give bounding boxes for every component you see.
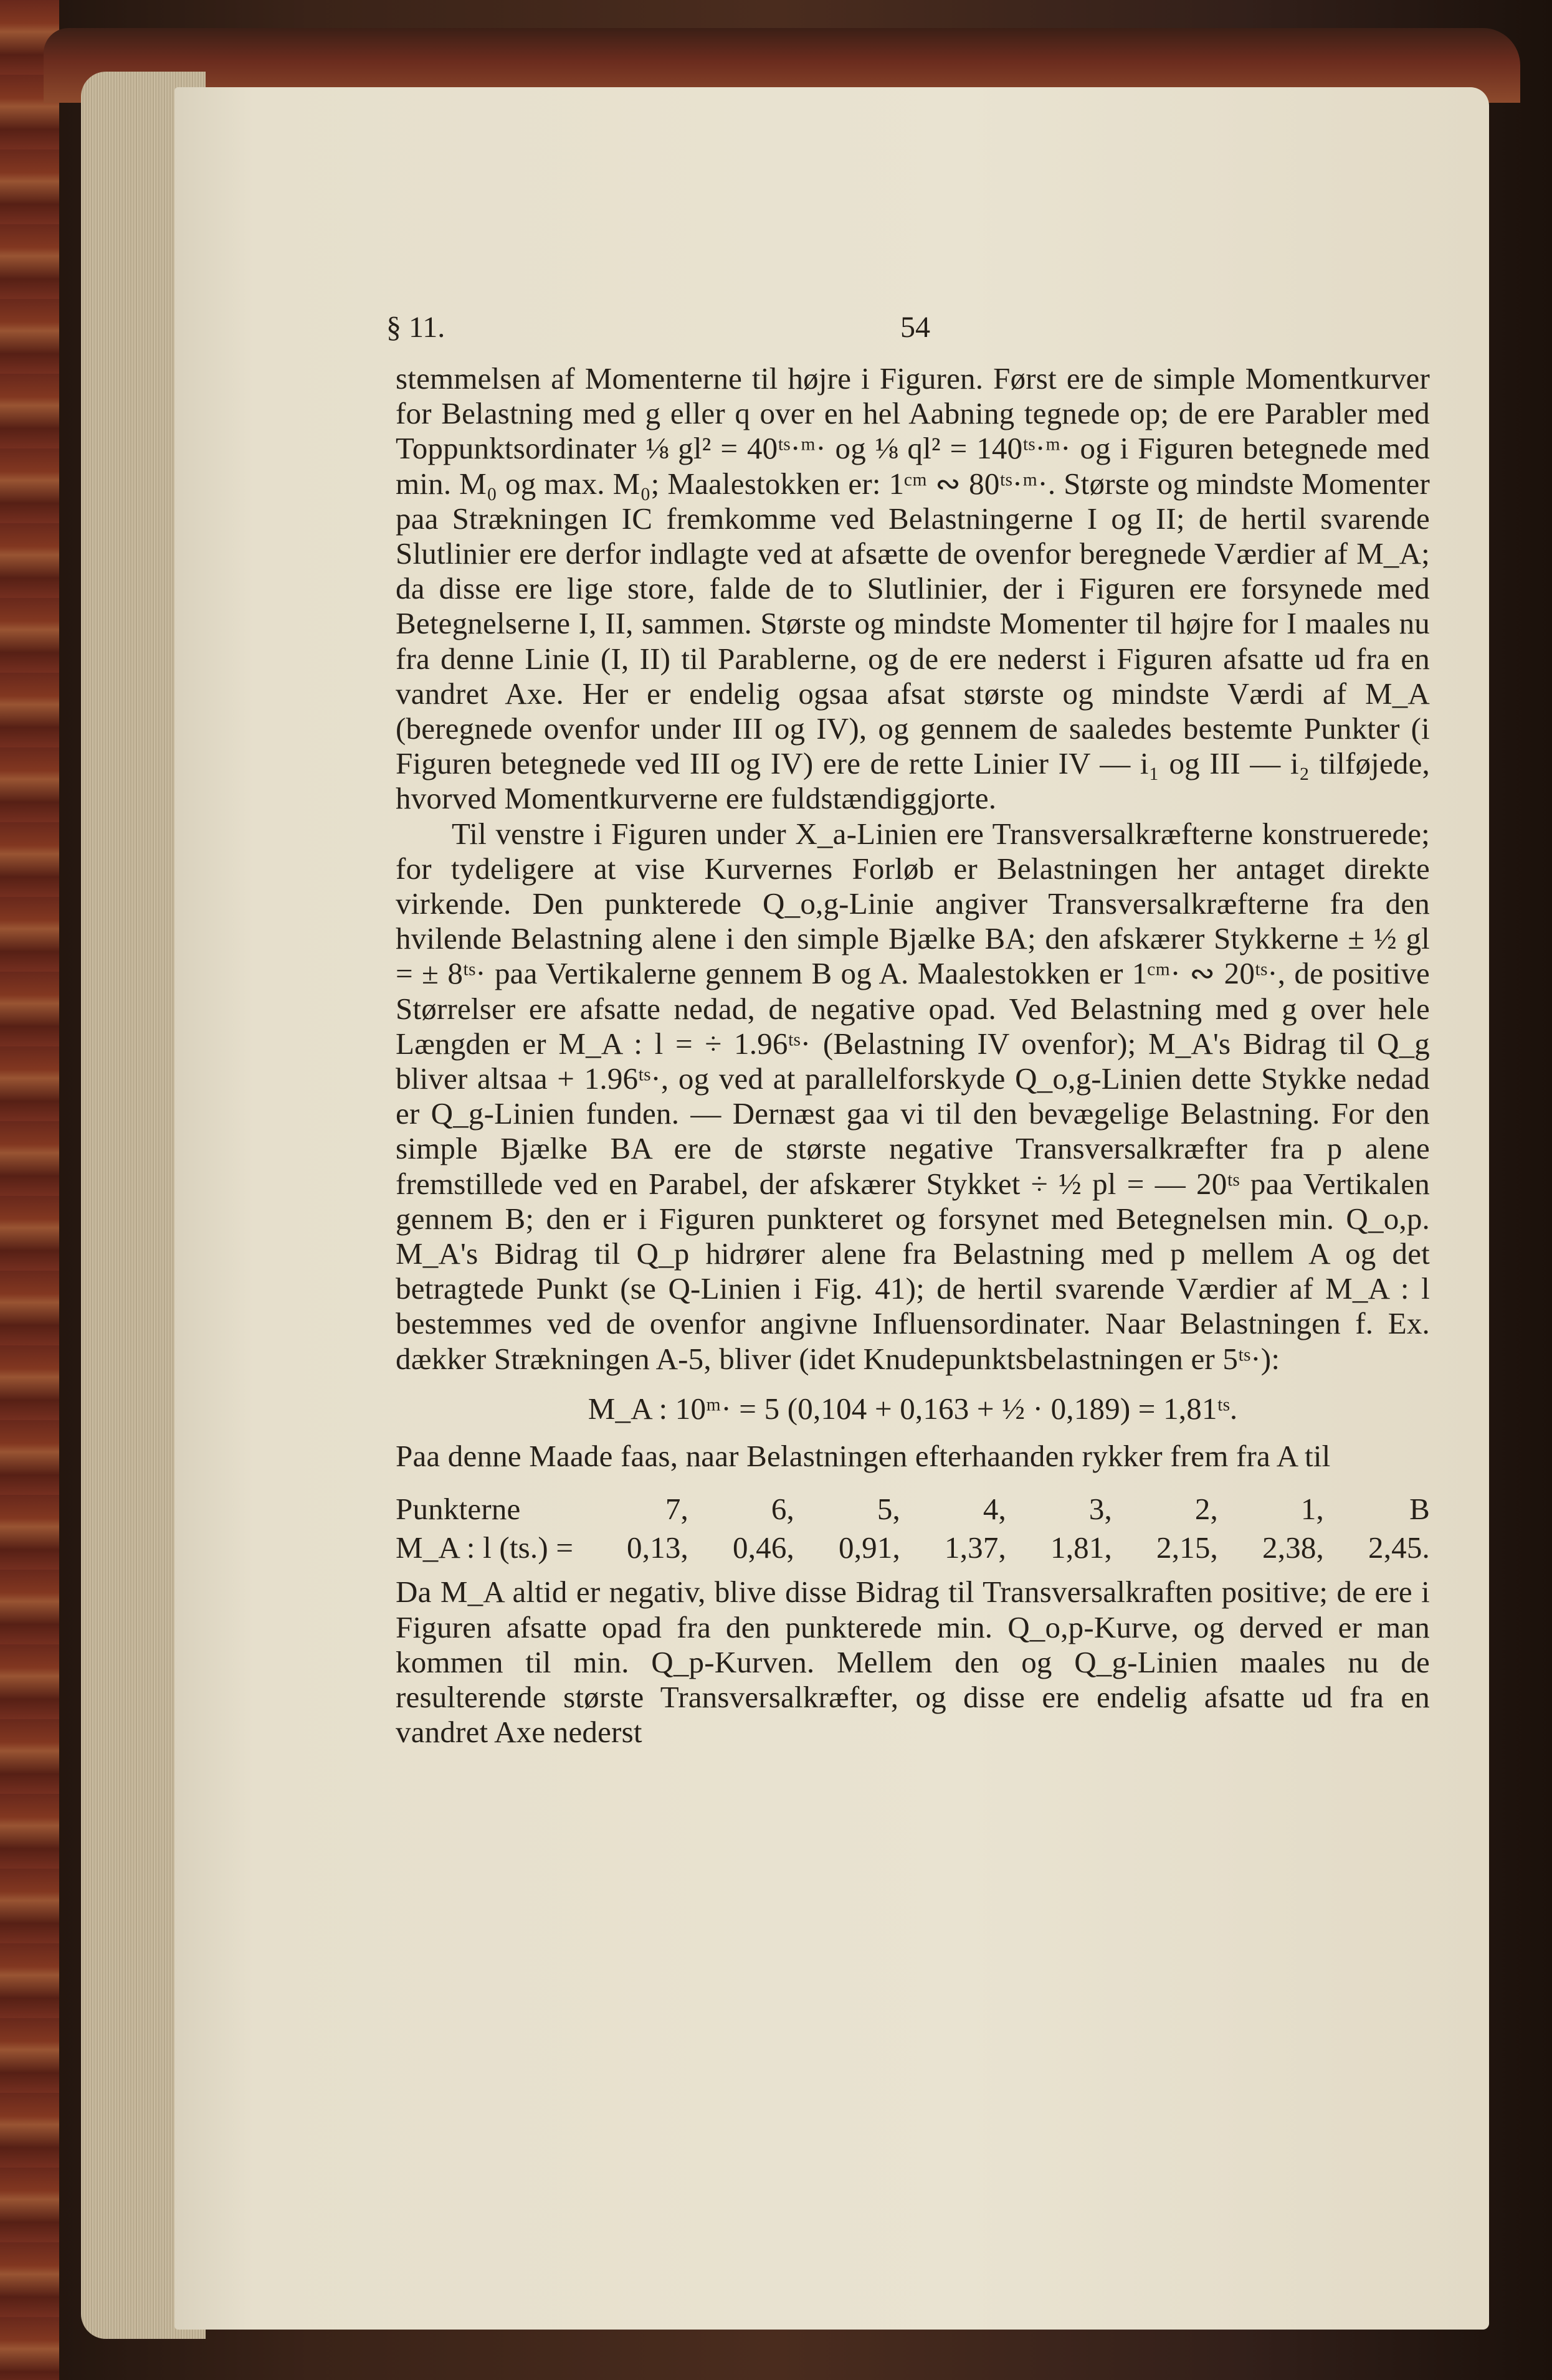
table-cell: 1, xyxy=(1300,1492,1324,1527)
paragraph-2: Til venstre i Figuren under X_a-Linien ere Transversalkræfterne konstruerede; for tydeligere at vise Kurvernes Forløb er Belastningen her antaget direkte virkende. Den punkterede Q_o,g-Linie angiver Transversalkræfterne fra den hvilende Belastning alene i den simple Bjælke BA; den afskærer Stykkerne ± ½ gl = ± 8ᵗˢ· paa Vertikalerne gennem B og A. Maalestokken er 1ᶜᵐ· ∾ 20ᵗˢ·, de positive Størrelser ere afsatte nedad, de negative opad. Ved Belastning med g over hele Længden er M_A : l = ÷ 1.96ᵗˢ· (Belastning IV ovenfor); M_A's Bidrag til Q_g bliver altsaa + 1.96ᵗˢ·, og ved at parallelforskyde Q_o,g-Linien dette Stykke nedad er Q_g-Linien funden. — Dernæst gaa vi til den bevægelige Belastning. For den simple Bjælke BA ere de største negative Transversalkræfter fra p alene fremstillede ved en Parabel, der afskærer Stykket ÷ ½ pl = — 20ᵗˢ paa Vertikalen gennem B; den er i Figuren punkteret og forsynet med Betegnelsen min. Q_o,p. M_A's Bidrag til Q_p hidrører alene fra Belastning med p mellem A og det betragtede Punkt (se Q-Linien i Fig. 41); de hertil svarende Værdier af M_A : l bestemmes ved de ovenfor angivne Influensordinater. Naar Belastningen f. Ex. dækker Strækningen A-5, bliver (idet Knudepunktsbelastningen er 5ᵗˢ·): xyxy=(396,816,1430,1376)
table-cell: 1,81, xyxy=(1050,1530,1112,1565)
section-number: § 11. xyxy=(386,311,445,344)
table-cell: 2,38, xyxy=(1262,1530,1324,1565)
page-number: 54 xyxy=(900,311,930,344)
paragraph-4: Da M_A altid er negativ, blive disse Bidrag til Transversalkraften positive; de ere i Figuren afsatte opad fra den punkterede min. Q_o,p-Kurve, og derved er man kommen til min. Q_p-Kurven. Mellem den og Q_g-Linien maales nu de resulterende største Transversalkræfter, og disse ere endelig afsatte ud fra en vandret Axe nederst xyxy=(396,1575,1430,1750)
page-text xyxy=(396,311,1430,1750)
table-cell: 2,15, xyxy=(1156,1530,1218,1565)
table-cell: 7, xyxy=(665,1492,688,1527)
table-cell: 5, xyxy=(877,1492,900,1527)
table-cell: 1,37, xyxy=(945,1530,1006,1565)
table-cell: 3, xyxy=(1088,1492,1112,1527)
table-cell: 2,45. xyxy=(1368,1530,1430,1565)
equation: M_A : 10ᵐ· = 5 (0,104 + 0,163 + ½ · 0,189) = 1,81ᵗˢ. xyxy=(588,1391,1238,1426)
table-cell: 4, xyxy=(983,1492,1006,1527)
values-table xyxy=(396,1490,1430,1567)
table-cell: 2, xyxy=(1194,1492,1218,1527)
paragraph-1: stemmelsen af Momenterne til højre i Figuren. Først ere de simple Momentkurver for Belastning med g eller q over en hel Aabning tegnede op; de ere Parabler med Toppunktsordinater ⅛ gl² = 40ᵗˢ·ᵐ· og ⅛ ql² = 140ᵗˢ·ᵐ· og i Figuren betegnede med min. M₀ og max. M₀; Maalestokken er: 1ᶜᵐ ∾ 80ᵗˢ·ᵐ·. Største og mindste Momenter paa Strækningen IC fremkomme ved Belastningerne I og II; de hertil svarende Slutlinier ere derfor indlagte ved at afsætte de ovenfor beregnede Værdier af M_A; da disse ere lige store, falde de to Slutlinier, der i Figuren ere forsynede med Betegnelserne I, II, sammen. Største og mindste Momenter til højre for I maales nu fra denne Linie (I, II) til Parablerne, og de ere nederst i Figuren afsatte ud fra en vandret Axe. Her er endelig ogsaa afsat største og mindste Værdi af M_A (beregnede ovenfor under III og IV), og gennem de saaledes bestemte Punkter (i Figuren betegnede ved III og IV) ere de rette Linier IV — i₁ og III — i₂ tilføjede, hvorved Momentkurverne ere fuldstændiggjorte. xyxy=(396,361,1430,816)
table-cell: 6, xyxy=(771,1492,794,1527)
table-cell: 0,91, xyxy=(839,1530,900,1565)
table-cell: 0,46, xyxy=(733,1530,794,1565)
book-spine xyxy=(0,0,59,2380)
paragraph-3: Paa denne Maade faas, naar Belastningen efterhaanden rykker frem fra A til xyxy=(396,1439,1331,1474)
table-row xyxy=(396,1490,1430,1529)
table-cell: B xyxy=(1409,1492,1430,1527)
table-cell: 0,13, xyxy=(627,1530,688,1565)
row-label-points: Punkterne xyxy=(396,1492,521,1527)
table-row xyxy=(396,1529,1430,1567)
row-label-values: M_A : l (ts.) = xyxy=(396,1530,574,1565)
